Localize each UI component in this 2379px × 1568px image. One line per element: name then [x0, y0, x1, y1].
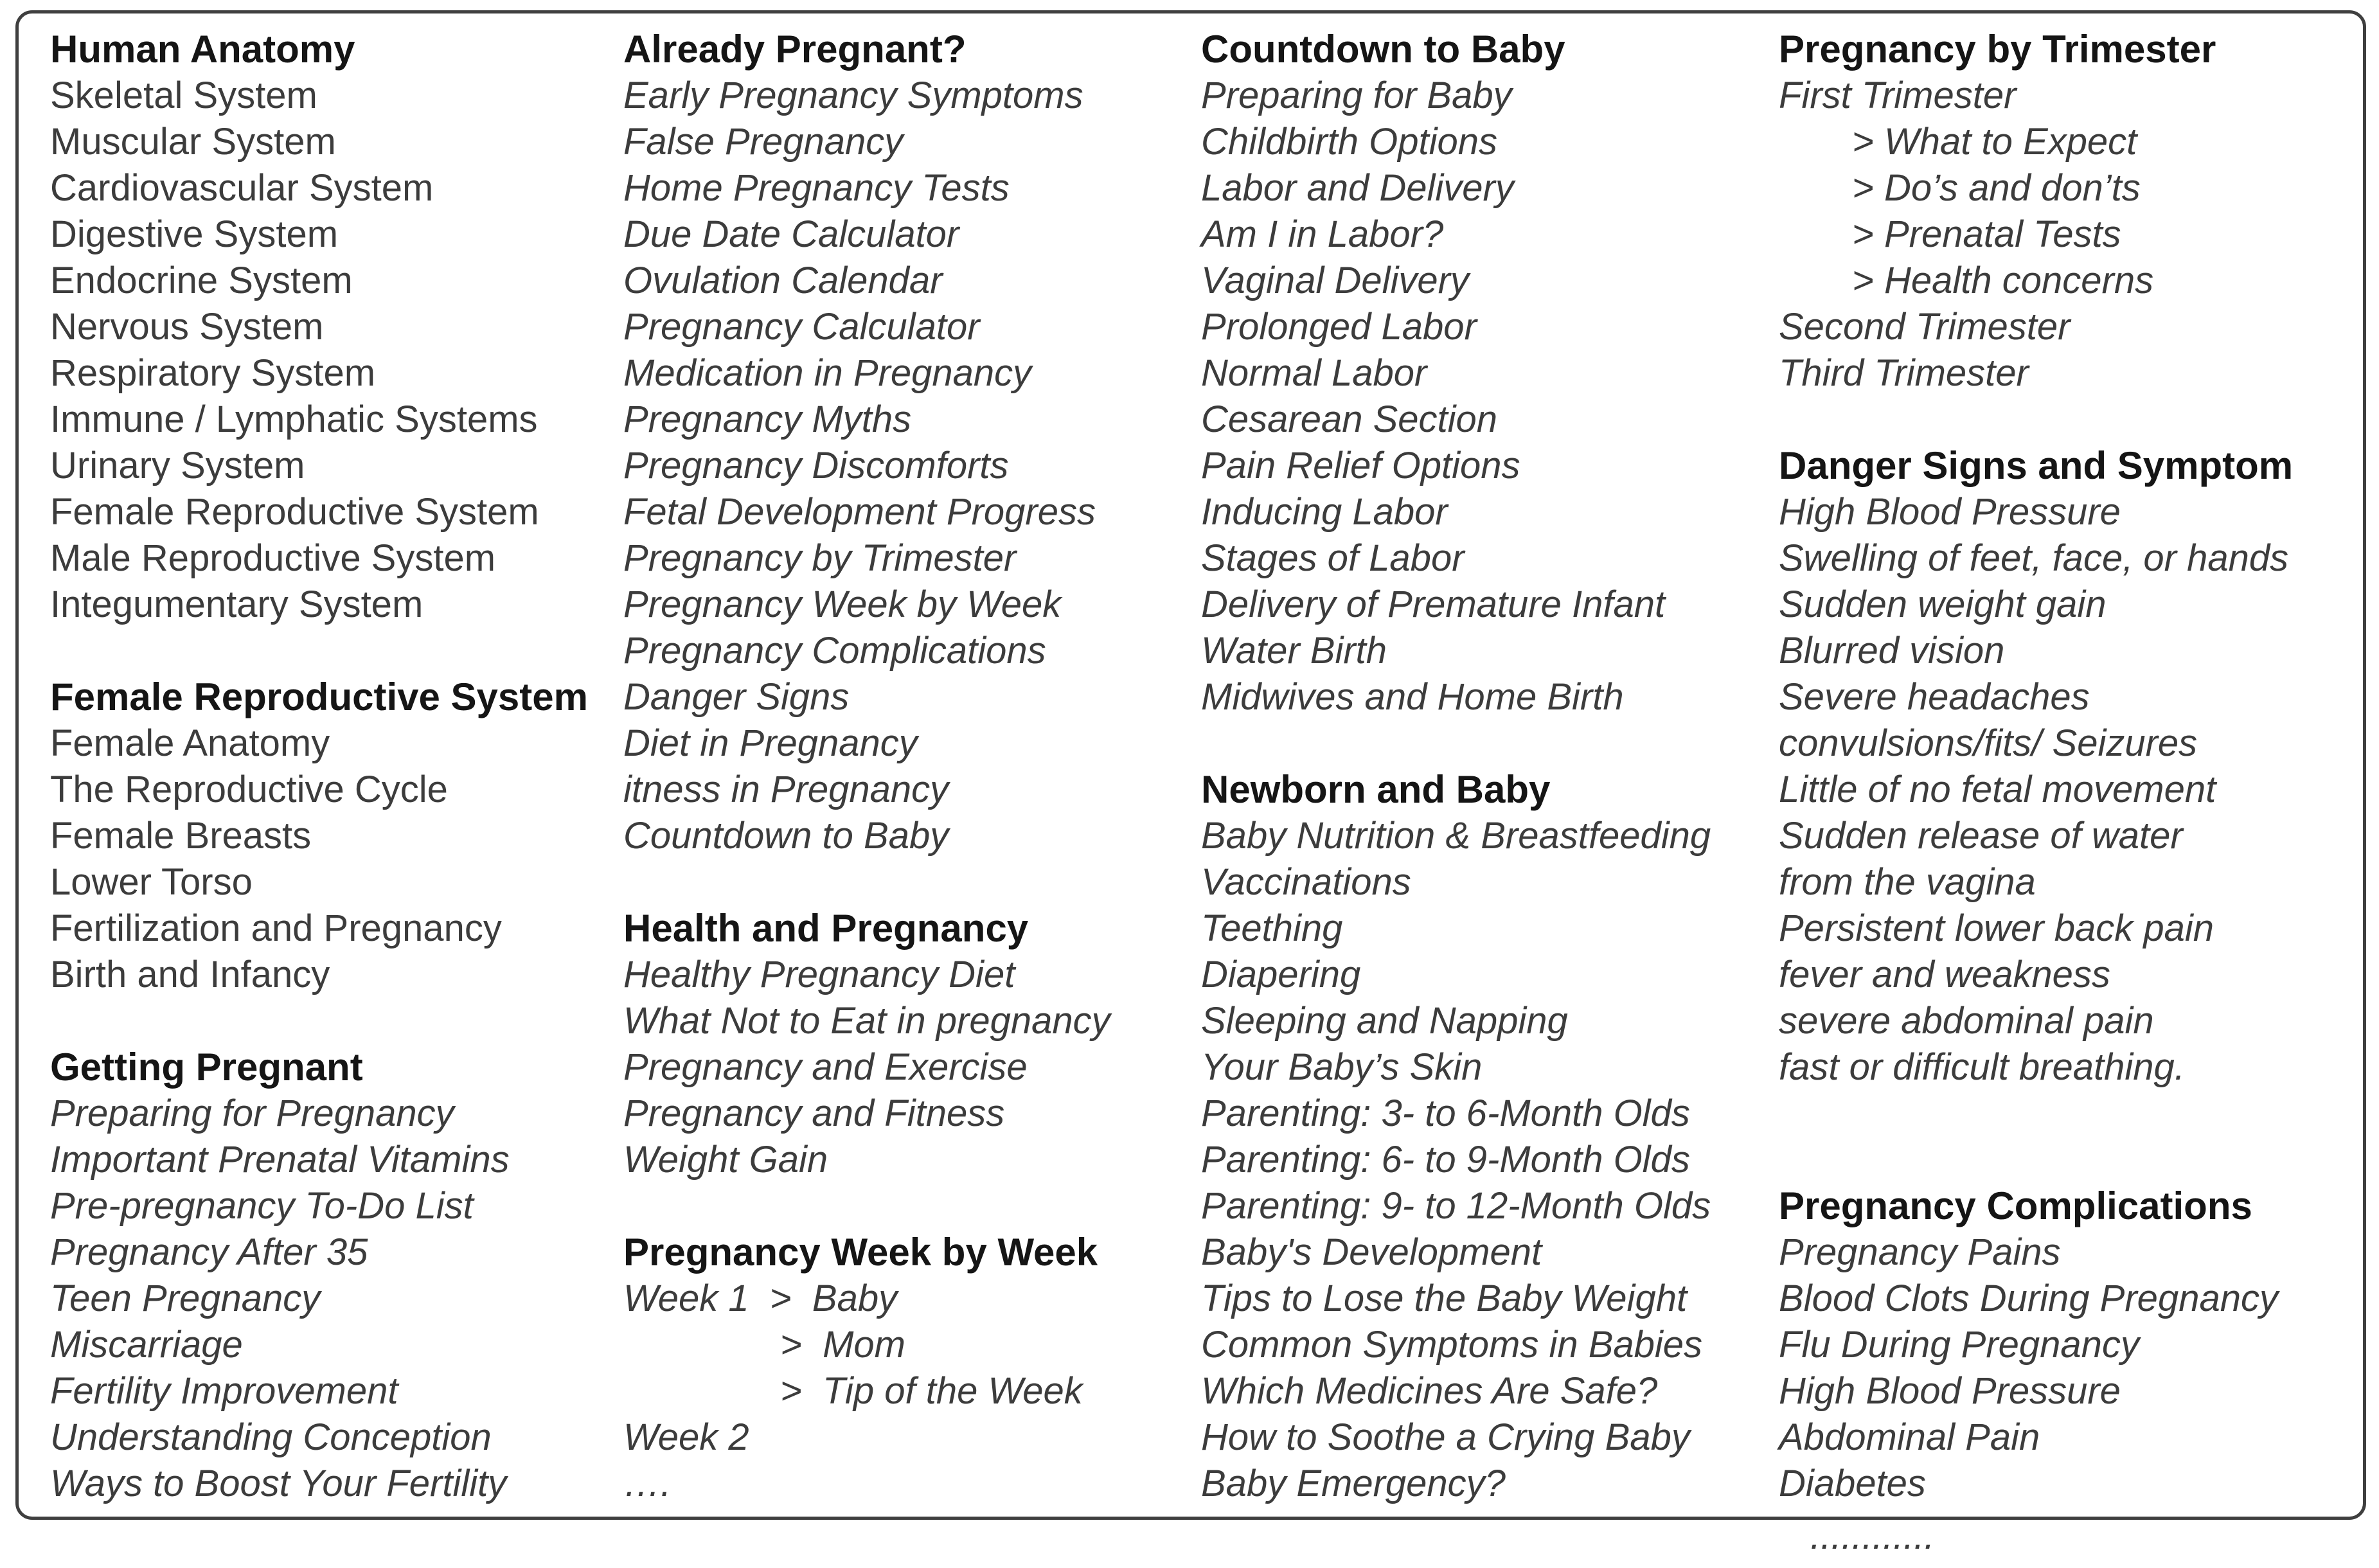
list-item: Childbirth Options	[1201, 121, 1497, 163]
section-title: Pregnancy by Trimester	[1779, 28, 2216, 71]
list-item: Male Reproductive System	[50, 537, 496, 579]
list-item: Parenting: 3- to 6-Month Olds	[1201, 1092, 1690, 1134]
list-item: Little of no fetal movement	[1779, 769, 2216, 810]
list-item: Female Breasts	[50, 815, 312, 857]
list-item: Persistent lower back pain	[1779, 907, 2214, 949]
list-item: ….	[623, 1463, 672, 1504]
list-item: Parenting: 6- to 9-Month Olds	[1201, 1139, 1690, 1180]
list-item: > Prenatal Tests	[1852, 213, 2121, 255]
list-item: Weight Gain	[623, 1139, 828, 1180]
list-item: Diet in Pregnancy	[623, 722, 918, 764]
list-item: Miscarriage	[50, 1324, 243, 1366]
list-item: Teething	[1201, 907, 1343, 949]
list-item: Flu During Pregnancy	[1779, 1324, 2139, 1366]
list-item: Countdown to Baby	[623, 815, 949, 857]
list-item: Integumentary System	[50, 584, 423, 625]
list-item: Midwives and Home Birth	[1201, 676, 1624, 718]
list-item: > What to Expect	[1852, 121, 2137, 163]
list-item: Cardiovascular System	[50, 167, 434, 209]
list-item: Urinary System	[50, 445, 305, 486]
list-item: Pregnancy Myths	[623, 398, 912, 440]
list-item: itness in Pregnancy	[623, 769, 949, 810]
column-2	[623, 26, 1201, 1507]
list-item: Early Pregnancy Symptoms	[623, 75, 1083, 116]
list-item: Lower Torso	[50, 861, 253, 903]
list-item: Ways to Boost Your Fertility	[50, 1463, 507, 1504]
list-item: Week 1 > Baby	[623, 1278, 898, 1319]
list-item: Baby Emergency?	[1201, 1463, 1506, 1504]
list-item: Pregnancy and Fitness	[623, 1092, 1005, 1134]
list-item: Vaccinations	[1201, 861, 1411, 903]
list-item: > Mom	[780, 1324, 905, 1366]
list-item: Respiratory System	[50, 352, 376, 394]
list-item: Fertility Improvement	[50, 1370, 398, 1412]
list-item: Diabetes	[1779, 1463, 1926, 1504]
list-item: Your Baby’s Skin	[1201, 1046, 1483, 1088]
list-item: Pregnancy Week by Week	[623, 584, 1062, 625]
list-item: Normal Labor	[1201, 352, 1427, 394]
list-item: Pregnancy After 35	[50, 1231, 368, 1273]
list-item: Birth and Infancy	[50, 954, 330, 995]
list-item: > Tip of the Week	[780, 1370, 1083, 1412]
list-item: Inducing Labor	[1201, 491, 1448, 533]
list-item: fever and weakness	[1779, 954, 2110, 995]
list-item: Diapering	[1201, 954, 1361, 995]
list-item: Fertilization and Pregnancy	[50, 907, 502, 949]
section-title: Health and Pregnancy	[623, 907, 1029, 950]
list-item: Nervous System	[50, 306, 324, 348]
list-item: Week 2	[623, 1416, 749, 1458]
section	[1779, 26, 2370, 396]
column-3	[1201, 26, 1779, 1507]
list-item: Common Symptoms in Babies	[1201, 1324, 1703, 1366]
list-item: Female Anatomy	[50, 722, 330, 764]
list-item: Fetal Development Progress	[623, 491, 1096, 533]
list-item: Blood Clots During Pregnancy	[1779, 1278, 2278, 1319]
list-item: Stages of Labor	[1201, 537, 1465, 579]
list-item: Pregnancy Discomforts	[623, 445, 1009, 486]
list-item: Baby Nutrition & Breastfeeding	[1201, 815, 1711, 857]
column-4	[1779, 26, 2370, 1507]
list-item: Preparing for Pregnancy	[50, 1092, 454, 1134]
section	[1779, 1183, 2370, 1507]
list-item: Abdominal Pain	[1779, 1416, 2040, 1458]
list-item: What Not to Eat in pregnancy	[623, 1000, 1110, 1042]
column-1	[50, 26, 623, 1507]
content-frame	[15, 10, 2366, 1520]
list-item: Preparing for Baby	[1201, 75, 1512, 116]
list-item: Pregnancy Calculator	[623, 306, 980, 348]
section	[623, 905, 1201, 1183]
footer-dots: ............	[1810, 1515, 1935, 1557]
list-item: Pre-pregnancy To-Do List	[50, 1185, 474, 1227]
section	[50, 26, 623, 628]
list-item: Female Reproductive System	[50, 491, 539, 533]
list-item: Ovulation Calendar	[623, 260, 943, 301]
section-title: Human Anatomy	[50, 28, 355, 71]
list-item: Cesarean Section	[1201, 398, 1498, 440]
list-item: Muscular System	[50, 121, 336, 163]
list-item: Labor and Delivery	[1201, 167, 1514, 209]
list-item: Digestive System	[50, 213, 339, 255]
list-item: Vaginal Delivery	[1201, 260, 1469, 301]
list-item: Pregnancy by Trimester	[623, 537, 1017, 579]
list-item: High Blood Pressure	[1779, 1370, 2121, 1412]
section	[623, 1229, 1201, 1507]
list-item: Baby's Development	[1201, 1231, 1542, 1273]
list-item: from the vagina	[1779, 861, 2036, 903]
section	[1201, 26, 1779, 720]
list-item: Danger Signs	[623, 676, 850, 718]
list-item: False Pregnancy	[623, 121, 904, 163]
list-item: Pregnancy Pains	[1779, 1231, 2061, 1273]
list-item: > Do’s and don’ts	[1852, 167, 2141, 209]
list-item: Sudden weight gain	[1779, 584, 2107, 625]
section-title: Getting Pregnant	[50, 1046, 363, 1089]
list-item: First Trimester	[1779, 75, 2017, 116]
section	[1201, 767, 1779, 1507]
section	[1779, 443, 2370, 1091]
list-item: Medication in Pregnancy	[623, 352, 1032, 394]
section-title: Already Pregnant?	[623, 28, 967, 71]
list-item: Third Trimester	[1779, 352, 2029, 394]
list-item: Immune / Lymphatic Systems	[50, 398, 538, 440]
list-item: Pregnancy Complications	[623, 630, 1046, 672]
list-item: Which Medicines Are Safe?	[1201, 1370, 1658, 1412]
section-title: Pregnancy Complications	[1779, 1184, 2252, 1227]
section	[50, 1044, 623, 1507]
section	[50, 674, 623, 998]
list-item: The Reproductive Cycle	[50, 769, 448, 810]
list-item: Teen Pregnancy	[50, 1278, 321, 1319]
list-item: Swelling of feet, face, or hands	[1779, 537, 2289, 579]
list-item: Delivery of Premature Infant	[1201, 584, 1666, 625]
list-item: fast or difficult breathing.	[1779, 1046, 2185, 1088]
list-item: Understanding Conception	[50, 1416, 492, 1458]
list-item: Due Date Calculator	[623, 213, 959, 255]
list-item: > Health concerns	[1852, 260, 2154, 301]
list-item: Blurred vision	[1779, 630, 2005, 672]
list-item: Healthy Pregnancy Diet	[623, 954, 1015, 995]
list-item: How to Soothe a Crying Baby	[1201, 1416, 1690, 1458]
section-title: Pregnancy Week by Week	[623, 1231, 1098, 1274]
list-item: Am I in Labor?	[1201, 213, 1444, 255]
section-title: Newborn and Baby	[1201, 768, 1551, 811]
list-item: Sleeping and Napping	[1201, 1000, 1568, 1042]
list-item: Pregnancy and Exercise	[623, 1046, 1028, 1088]
list-item: Water Birth	[1201, 630, 1387, 672]
section-title: Countdown to Baby	[1201, 28, 1565, 71]
list-item: Tips to Lose the Baby Weight	[1201, 1278, 1688, 1319]
list-item: severe abdominal pain	[1779, 1000, 2154, 1042]
list-item: Parenting: 9- to 12-Month Olds	[1201, 1185, 1711, 1227]
list-item: convulsions/fits/ Seizures	[1779, 722, 2198, 764]
list-item: Pain Relief Options	[1201, 445, 1520, 486]
list-item: Severe headaches	[1779, 676, 2090, 718]
list-item: Important Prenatal Vitamins	[50, 1139, 510, 1180]
list-item: Endocrine System	[50, 260, 353, 301]
section-title: Danger Signs and Symptom	[1779, 444, 2294, 487]
columns-container	[50, 26, 2363, 1507]
section-title: Female Reproductive System	[50, 675, 588, 718]
list-item: Skeletal System	[50, 75, 317, 116]
section	[623, 26, 1201, 859]
list-item: Second Trimester	[1779, 306, 2071, 348]
list-item: Sudden release of water	[1779, 815, 2183, 857]
list-item: Prolonged Labor	[1201, 306, 1477, 348]
list-item: High Blood Pressure	[1779, 491, 2121, 533]
list-item: Home Pregnancy Tests	[623, 167, 1010, 209]
